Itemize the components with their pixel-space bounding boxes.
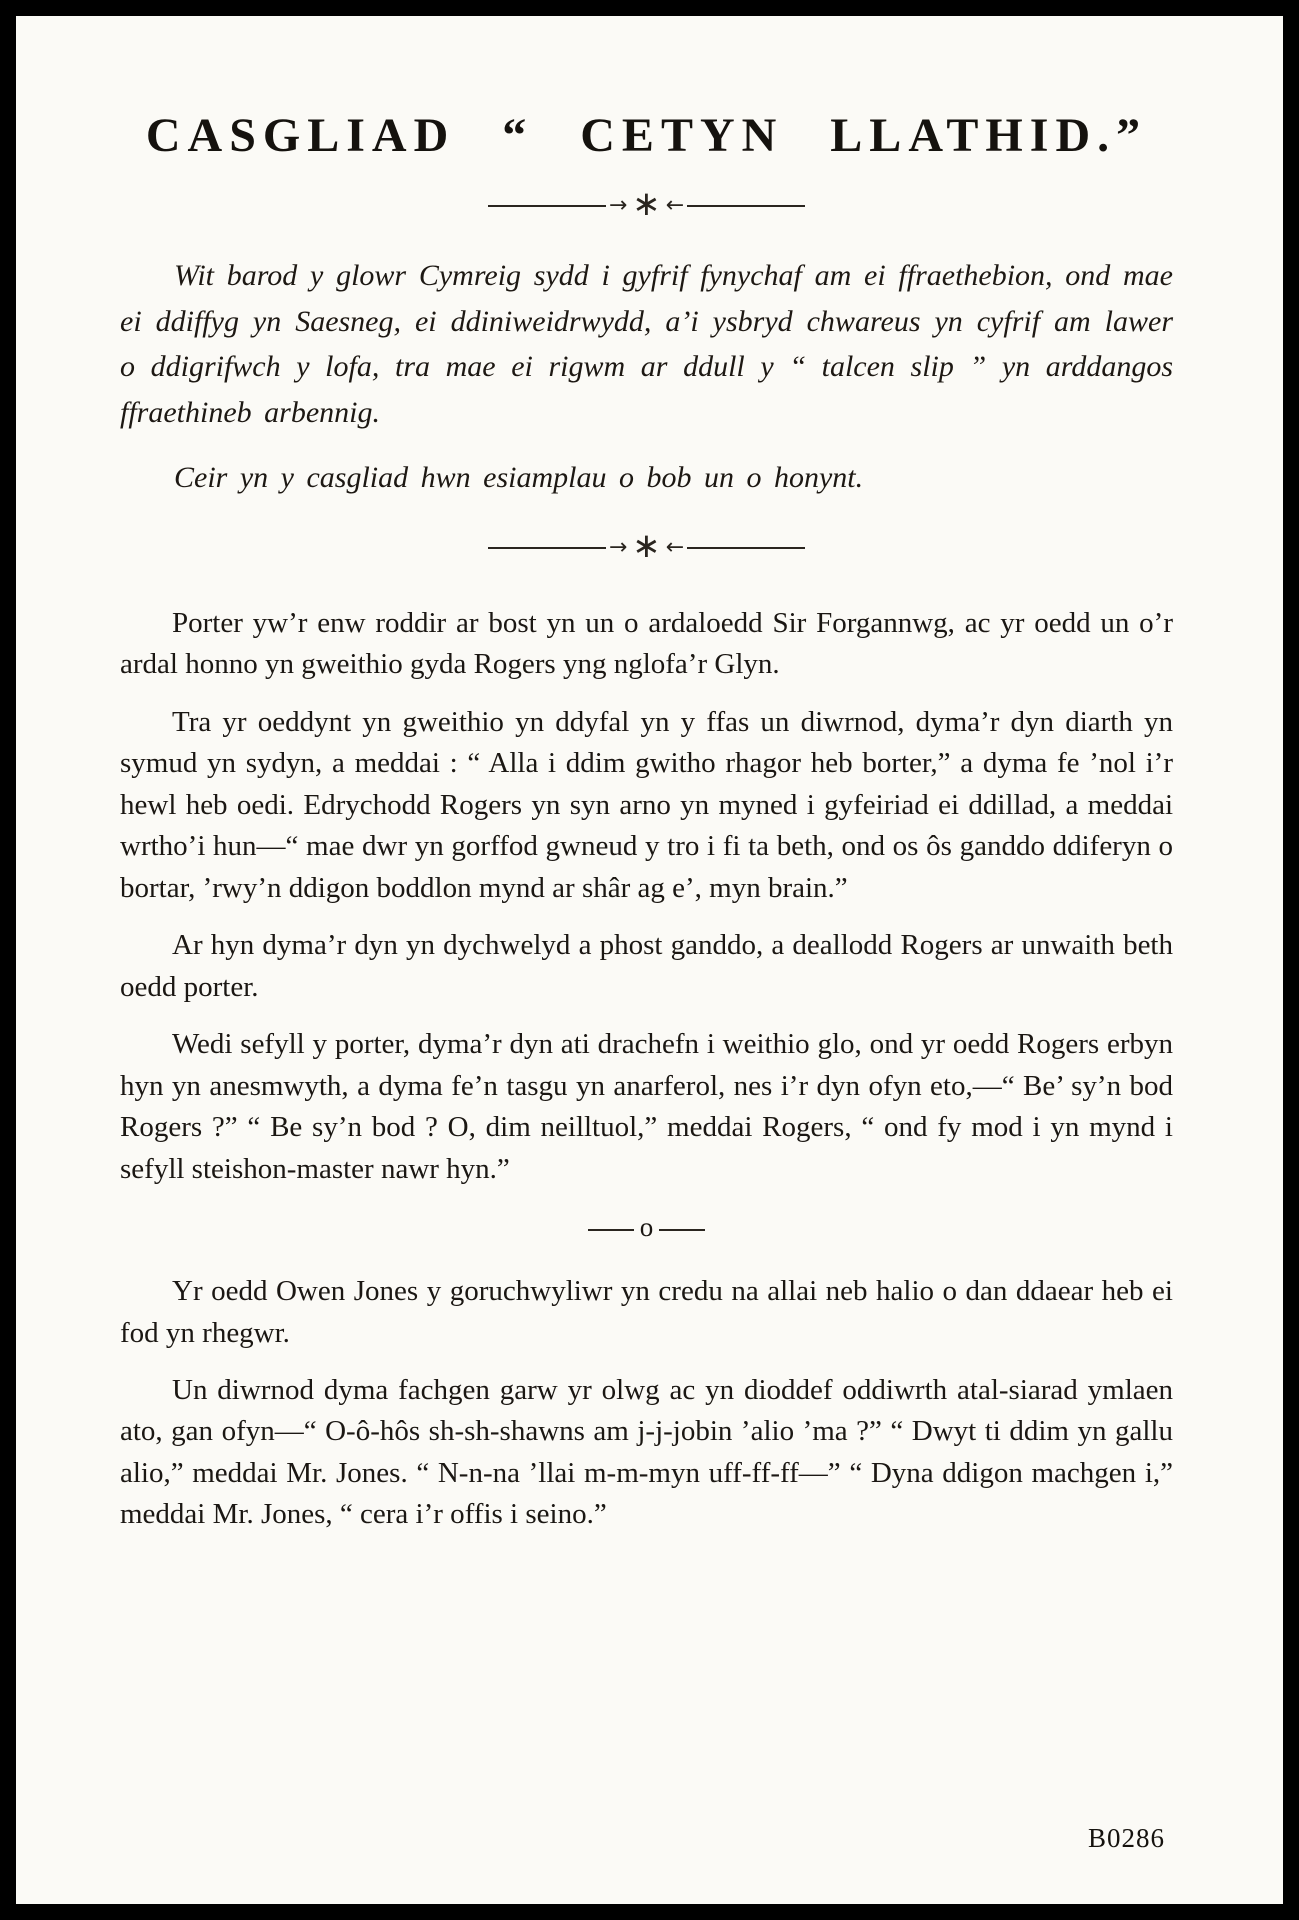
right-arrow-icon: → <box>608 193 628 218</box>
body-paragraph: Un diwrnod dyma fachgen garw yr olwg ac yn dioddef oddiwrth atal-siarad ymlaen ato, gan ofyn—“ O-ô-hôs sh-sh-shawns am j-j-jobin ’alio ’ma ?” “ Dwyt ti ddim yn gallu alio,” meddai Mr. Jones. “ N-n-na ’llai m-m-myn uff-ff-ff—” “ Dyna ddigon machgen i,” meddai Mr. Jones, “ cera i’r offis i seino.” <box>120 1374 1173 1531</box>
body-paragraph: Yr oedd Owen Jones y goruchwyliwr yn credu na allai neb halio o dan ddaear heb ei fod yn rhegwr. <box>120 1275 1173 1349</box>
ornament-divider-middle <box>120 525 1173 566</box>
ornament-line <box>488 547 606 549</box>
asterisk-icon: ∗ <box>632 525 661 566</box>
asterisk-icon: ∗ <box>632 184 661 224</box>
ornament-line <box>687 547 805 549</box>
left-arrow-icon: ← <box>665 193 685 218</box>
ornament-line <box>687 205 805 207</box>
body-paragraph: Porter yw’r enw roddir ar bost yn un o ardaloedd Sir Forgannwg, ac yr oedd un o’r ardal honno yn gweithio gyda Rogers yng nglofa’r Glyn. <box>120 606 1173 681</box>
divider-line <box>659 1229 705 1231</box>
body-paragraph: Wedi sefyll y porter, dyma’r dyn ati drachefn i weithio glo, ond yr oedd Rogers erbyn hyn yn anesmwyth, a dyma fe’n tasgu yn anarferol, nes i’r dyn ofyn eto,—“ Be’ sy’n bod Rogers ?” “ Be sy’n bod ? O, dim neilltuol,” meddai Rogers, “ ond fy mod i yn mynd i sefyll steishon-master nawr hyn.” <box>120 1028 1173 1185</box>
intro-paragraph: Wit barod y glowr Cymreig sydd i gyfrif fynychaf am ei ffraethebion, ond mae ei ddiffyg yn Saesneg, ei ddiniweidrwydd, a’i ysbryd chwareus yn cyfrif am lawer o ddigrifwch y lofa, tra mae ei rigwm ar ddull y “ talcen slip ” yn arddangos ffraethineb arbennig. <box>120 259 1173 429</box>
right-arrow-icon: → <box>608 534 628 560</box>
left-arrow-icon: ← <box>665 534 685 560</box>
ornament-line <box>488 205 606 207</box>
divider-label: o <box>639 1212 654 1243</box>
body-paragraph: Ar hyn dyma’r dyn yn dychwelyd a phost ganddo, a deallodd Rogers ar unwaith beth oedd porter. <box>120 929 1173 1003</box>
story-divider <box>120 1212 1173 1243</box>
divider-line <box>588 1229 634 1231</box>
body-paragraph: Tra yr oeddynt yn gweithio yn ddyfal yn y ffas un diwrnod, dyma’r dyn diarth yn symud yn sydyn, a meddai : “ Alla i ddim gwitho rhagor heb borter,” a dyma fe ’nol i’r hewl heb oedi. Edrychodd Rogers yn syn arno yn myned i gyfeiriad ei ddillad, a meddai wrtho’i hun—“ mae dwr yn gorffod gwneud y tro i fi ta beth, ond os ôs ganddo ddiferyn o bortar, ’rwy’n ddigon boddlon mynd ar shâr ag e’, myn brain.” <box>120 705 1173 904</box>
catalog-code: B0286 <box>1087 1823 1165 1853</box>
book-page <box>16 16 1283 1904</box>
ornament-divider-top <box>120 184 1173 224</box>
page-title: CASGLIAD “ CETYN LLATHID.” <box>145 109 1148 162</box>
intro-paragraph: Ceir yn y casgliad hwn esiamplau o bob un o honynt. <box>174 461 864 495</box>
